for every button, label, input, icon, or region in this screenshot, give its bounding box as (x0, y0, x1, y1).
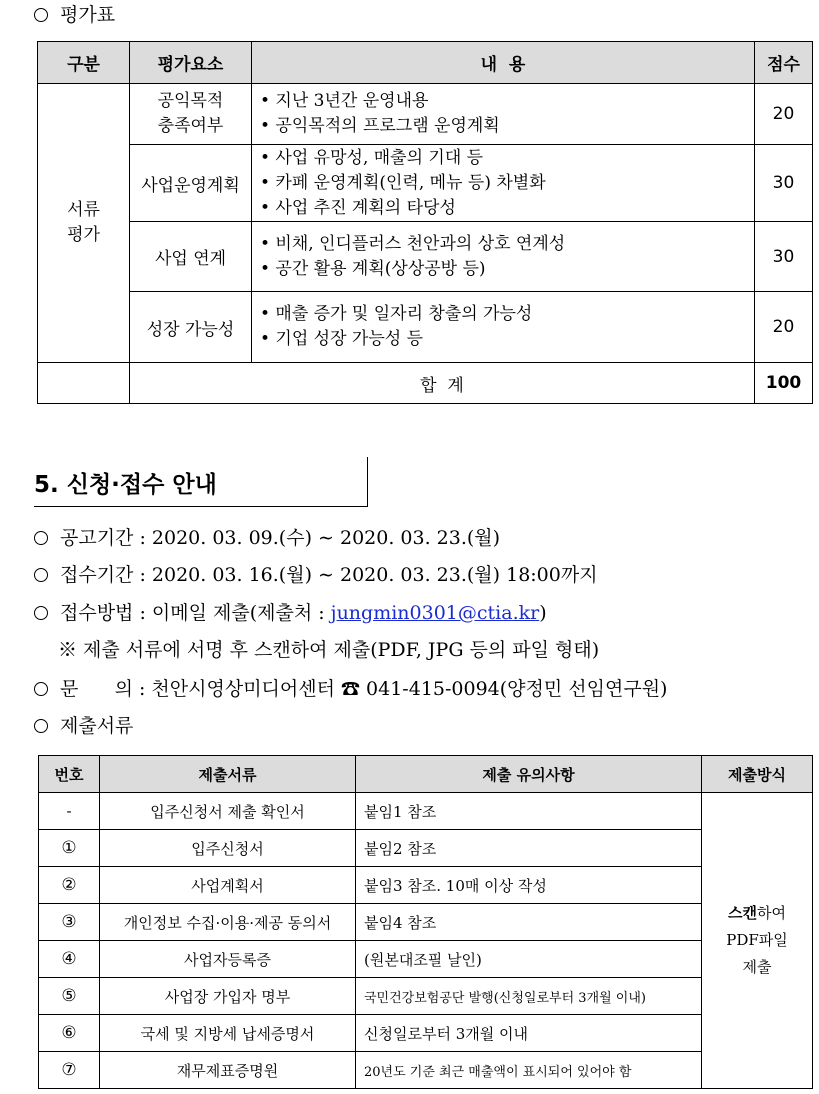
docs-note: 붙임1 참조 (356, 793, 702, 830)
docs-note: (원본대조필 날인) (356, 941, 702, 978)
eval-element-cell: 공익목적 충족여부 (130, 84, 252, 145)
docs-doc: 개인정보 수집·이용·제공 동의서 (100, 904, 356, 941)
eval-item: • 공간 활용 계획(상상공방 등) (260, 258, 486, 279)
circle-bullet-icon (34, 568, 48, 582)
eval-total-score: 100 (755, 363, 813, 404)
docs-header-method: 제출방식 (702, 756, 813, 793)
docs-header-doc: 제출서류 (100, 756, 356, 793)
docs-note: 붙임2 참조 (356, 830, 702, 867)
docs-row (39, 830, 813, 867)
docs-doc: 국세 및 지방세 납세증명서 (100, 1015, 356, 1052)
method-line (34, 600, 547, 626)
eval-item: • 기업 성장 가능성 등 (260, 329, 424, 349)
eval-item: • 비채, 인디플러스 천안과의 상호 연계성 (260, 233, 566, 254)
email-link[interactable]: jungmin0301@ctia.kr (330, 602, 540, 624)
docs-doc: 입주신청서 제출 확인서 (100, 793, 356, 830)
eval-item: • 사업 유망성, 매출의 기대 등 (260, 147, 484, 168)
eval-content-cell (252, 84, 755, 145)
eval-category-cell: 서류 평가 (38, 84, 130, 363)
eval-item: • 공익목적의 프로그램 운영계획 (260, 116, 500, 136)
docs-method-line1 (702, 900, 812, 927)
docs-row (39, 904, 813, 941)
docs-doc: 사업계획서 (100, 867, 356, 904)
docs-row (39, 867, 813, 904)
docs-no: - (39, 793, 100, 830)
contact-line (34, 676, 667, 702)
eval-item: • 카페 운영계획(인력, 메뉴 등) 차별화 (260, 172, 546, 193)
docs-note: 붙임4 참조 (356, 904, 702, 941)
docs-no: ⑦ (39, 1052, 100, 1089)
eval-score-cell: 30 (755, 222, 813, 292)
docs-heading (34, 713, 133, 739)
eval-heading (34, 2, 115, 28)
eval-header-row (38, 42, 813, 84)
docs-doc: 입주신청서 (100, 830, 356, 867)
notice-period-text: 공고기간 : 2020. 03. 09.(수) ∼ 2020. 03. 23.(월) (60, 527, 501, 549)
docs-heading-text: 제출서류 (60, 715, 134, 737)
receipt-period-line (34, 562, 598, 588)
eval-row (38, 84, 813, 145)
eval-content-cell (252, 292, 755, 363)
docs-header-note: 제출 유의사항 (356, 756, 702, 793)
method-suffix: ) (539, 602, 547, 624)
docs-no: ⑥ (39, 1015, 100, 1052)
contact-text: 문 의 : 천안시영상미디어센터 ☎ 041-415-0094(양정민 선임연구원) (60, 678, 668, 700)
docs-row (39, 941, 813, 978)
eval-total-label: 합 계 (130, 363, 755, 404)
docs-doc: 사업자등록증 (100, 941, 356, 978)
docs-no: ① (39, 830, 100, 867)
docs-note: 20년도 기준 최근 매출액이 표시되어 있어야 함 (356, 1052, 702, 1089)
eval-row (38, 145, 813, 222)
eval-item: • 매출 증가 및 일자리 창출의 가능성 (260, 304, 533, 324)
docs-note: 붙임3 참조. 10매 이상 작성 (356, 867, 702, 904)
eval-category-cell-bottom (38, 363, 130, 404)
docs-no: ② (39, 867, 100, 904)
eval-element-cell: 사업운영계획 (130, 145, 252, 222)
docs-no: ④ (39, 941, 100, 978)
section-title: 5. 신청·접수 안내 (34, 472, 217, 498)
eval-header-element: 평가요소 (130, 42, 252, 84)
docs-row (39, 978, 813, 1015)
eval-total-row (38, 363, 813, 404)
eval-header-content: 내 용 (252, 42, 755, 84)
docs-note: 신청일로부터 3개월 이내 (356, 1015, 702, 1052)
note-line: ※ 제출 서류에 서명 후 스캔하여 제출(PDF, JPG 등의 파일 형태) (58, 639, 600, 661)
circle-bullet-icon (34, 682, 48, 696)
eval-content-cell (252, 222, 755, 292)
docs-method-bold: 스캔 (728, 904, 757, 922)
docs-method-rest: 하여 (757, 904, 786, 922)
eval-heading-text: 평가표 (60, 4, 116, 26)
docs-header-row (39, 756, 813, 793)
docs-method-line2: PDF파일 (726, 931, 788, 949)
eval-element-cell: 성장 가능성 (130, 292, 252, 363)
eval-header-score: 점수 (755, 42, 813, 84)
section-title-underline (34, 506, 368, 507)
docs-method-cell (702, 793, 813, 1089)
eval-item: • 사업 추진 계획의 타당성 (260, 197, 456, 218)
circle-bullet-icon (34, 606, 48, 620)
eval-content-cell (252, 145, 755, 222)
docs-row (39, 793, 813, 830)
eval-row (38, 292, 813, 363)
eval-row (38, 222, 813, 292)
eval-score-cell: 30 (755, 145, 813, 222)
eval-element-cell: 사업 연계 (130, 222, 252, 292)
receipt-period-text: 접수기간 : 2020. 03. 16.(월) ∼ 2020. 03. 23.(월) 18:00까지 (60, 564, 598, 586)
circle-bullet-icon (34, 531, 48, 545)
docs-row (39, 1052, 813, 1089)
section-title-border-right (367, 457, 368, 506)
docs-table (38, 755, 813, 1089)
eval-score-cell: 20 (755, 292, 813, 363)
docs-doc: 재무제표증명원 (100, 1052, 356, 1089)
eval-item: • 지난 3년간 운영내용 (260, 91, 429, 111)
docs-doc: 사업장 가입자 명부 (100, 978, 356, 1015)
circle-bullet-icon (34, 8, 48, 22)
notice-period-line (34, 525, 500, 551)
docs-no: ③ (39, 904, 100, 941)
evaluation-table (37, 41, 813, 404)
docs-no: ⑤ (39, 978, 100, 1015)
docs-header-no: 번호 (39, 756, 100, 793)
circle-bullet-icon (34, 719, 48, 733)
eval-header-category: 구분 (38, 42, 130, 84)
eval-score-cell: 20 (755, 84, 813, 145)
docs-method-line3: 제출 (742, 958, 772, 976)
docs-row (39, 1015, 813, 1052)
docs-note: 국민건강보험공단 발행(신청일로부터 3개월 이내) (356, 978, 702, 1015)
method-prefix: 접수방법 : 이메일 제출(제출처 : (60, 602, 331, 624)
